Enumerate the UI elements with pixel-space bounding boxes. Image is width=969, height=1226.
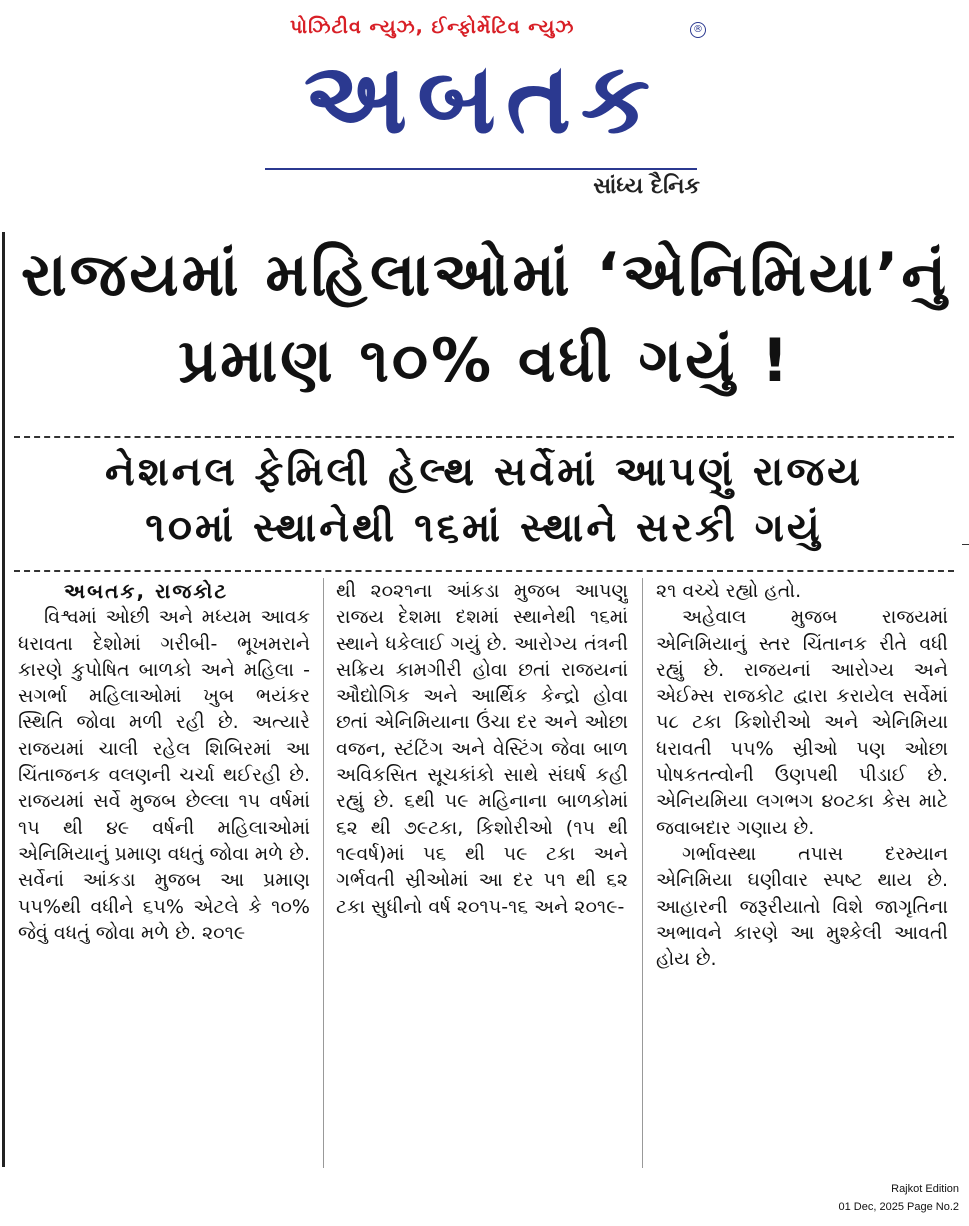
edition-label: Rajkot Edition [891,1183,959,1195]
page-footer [839,1180,959,1216]
subheadline [14,444,954,556]
dashed-divider-top [14,436,954,438]
registered-mark-icon: ® [690,22,706,38]
masthead-tagline: પોઝિટીવ ન્યુઝ, ઈન્ફોર્મેટિવ ન્યુઝ [290,16,575,38]
article-column-3 [656,578,948,1168]
subheadline-line-1: નેશનલ ફેમિલી હેલ્થ સર્વેમાં આપણું રાજય [105,449,863,495]
edition-type: સાંધ્ય દૈનિક [593,174,700,199]
column-divider [323,578,324,1168]
headline-line-2: પ્રમાણ ૧૦% વધી ગયું ! [178,326,792,396]
article-paragraph: અહેવાલ મુજબ રાજયમાં એનિમિયાનું સ્તર ચિંતાનક રીતે વધી રહ્યું છે. રાજયનાં આરોગ્ય અને એઈમ્સ રાજકોટ દ્વારા કરાયેલ સર્વેમાં ૫૮ ટકા કિશોરીઓ અને એનિમિયા ધરાવતી ૫૫% સ્રીઓ ૫ણ ઓછા પોષકતત્વોની ઉણપથી પીડાઈ છે. એનિયમિયા લગભગ ૪૦ટકા કેસ માટે જવાબદાર ગણાય છે. [656,606,948,839]
headline-line-1: રાજયમાં મહિલાઓમાં ‘એનિમિયા’નું [20,240,950,310]
column-divider [642,578,643,1168]
article-column-1 [18,578,310,1168]
article-paragraph: ગર્ભાવસ્થા તપાસ દરમ્યાન એનિમિયા ઘણીવાર સ્પષ્ટ થાય છે. આહારની જરૂરીયાતો વિશે જાગૃતિના અભાવને કારણે આ મુશ્કેલી આવતી હોય છે. [656,842,948,971]
newspaper-logo: અબતક [303,42,661,156]
logo-underline [265,168,697,170]
article-paragraph: વિશ્વમાં ઓછી અને મધ્યમ આવક ધરાવતા દેશોમાં ગરીબી- ભૂખમરાને કારણે કુપોષિત બાળકો અને મહિલા - સગર્ભા મહિલાઓમાં ખુબ ભયંકર સ્થિતિ જોવા મળી રહી છે. અત્યારે રાજયમાં ચાલી રહેલ શિબિરમાં આ ચિંતાજનક વલણની ચર્ચા થઈરહી છે. રાજયમાં સર્વે મુજબ છેલ્લા ૧૫ વર્ષમાં ૧૫ થી ૪૯ વર્ષની મહિલાઓમાં એનિમિયાનું પ્રમાણ વધતું જોવા મળે છે. સર્વેનાં આંકડા મુજબ આ પ્રમાણ ૫૫%થી વધીને ૬૫% એટલે કે ૧૦% જેવું વધતું જોવા મળે છે. ૨૦૧૯ [18,606,310,944]
masthead [0,0,969,210]
corner-tick [962,544,969,545]
article-column-2 [336,578,628,1168]
article-paragraph: ૨૧ વચ્ચે રહ્યો હતો. [656,580,802,602]
subheadline-line-2: ૧૦માં સ્થાનેથી ૧૬માં સ્થાને સરકી ગયું [145,505,823,551]
dashed-divider-bottom [14,570,954,572]
article-paragraph: થી ૨૦૨૧ના આંકડા મુજબ આપણુ રાજય દેશમા દશમાં સ્થાનેથી ૧૬માં સ્થાને ધકેલાઈ ગયું છે. આરોગ્ય તંત્રની સક્રિય કામગીરી હોવા છતાં રાજયનાં ઔદ્યોગિક અને આર્થિક કેન્દ્રો હોવા છતાં એનિમિયાના ઉંચા દર અને ઓછા વજન, સ્ટંટિંગ અને વેસ્ટિંગ જેવા બાળ અવિકસિત સૂચકાંકો સાથે સંઘર્ષ કહી રહ્યું છે. ૬થી ૫૯ મહિનાના બાળકોમાં ૬૨ થી ૭૯ટકા, કિશોરીઓ (૧૫ થી ૧૯વર્ષ)માં ૫૬ થી ૫૯ ટકા અને ગર્ભવતી સ્રીઓમાં આ દર ૫૧ થી ૬૨ ટકા સુધીનો વર્ષ ૨૦૧૫-૧૬ અને ૨૦૧૯- [336,580,628,918]
left-border-rule [2,232,5,1167]
headline [10,232,960,404]
date-page-label: 01 Dec, 2025 Page No.2 [838,1201,959,1213]
dateline: અબતક, રાજકોટ [64,579,229,603]
